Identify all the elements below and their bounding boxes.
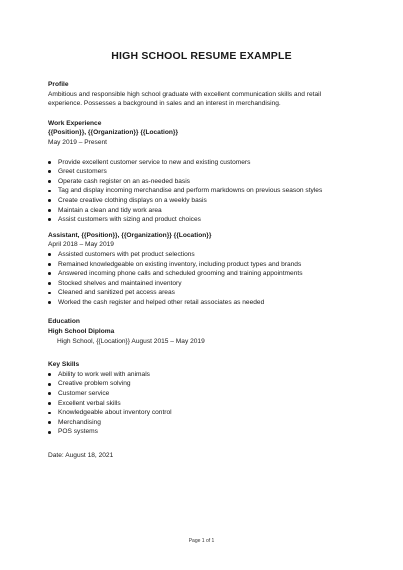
job2-dates: April 2018 – May 2019 [48,241,114,249]
education-heading: Education [48,318,80,326]
list-item: Operate cash register on an as-needed basis [48,177,368,187]
education-detail: High School, {{Location}} August 2015 – May 2019 [57,337,205,345]
profile-heading: Profile [48,81,69,88]
list-item: Assist customers with sizing and product choices [48,215,368,225]
list-item: Cleaned and sanitized pet access areas [48,288,368,298]
list-item: Tag and display incoming merchandise and perform markdowns on previous season styles [48,186,368,196]
job2-title: Assistant, {{Position}}, {{Organization}} {{Location}} [48,231,212,239]
profile-line-2: experience. Possesses a background in sales and an interest in merchandising. [48,100,281,108]
list-item: Ability to work well with animals [48,370,368,380]
list-item: Assisted customers with pet product selections [48,250,368,260]
list-item: Provide excellent customer service to new and existing customers [48,158,368,168]
list-item: Excellent verbal skills [48,399,368,409]
job1-duties [48,158,368,225]
list-item: Worked the cash register and helped other retail associates as needed [48,298,368,308]
key-skills-heading: Key Skills [48,361,80,369]
list-item: Customer service [48,389,368,399]
list-item: Maintain a clean and tidy work area [48,206,368,216]
list-item: Remained knowledgeable on existing inventory, including product types and brands [48,260,368,270]
date-line: Date: August 18, 2021 [48,452,114,459]
job1-dates: May 2019 – Present [48,138,108,146]
list-item: Answered incoming phone calls and scheduled grooming and training appointments [48,269,368,279]
education-degree: High School Diploma [48,328,115,336]
list-item: Creative problem solving [48,379,368,389]
list-item: POS systems [48,427,368,437]
list-item: Create creative clothing displays on a weekly basis [48,196,368,206]
page-number: Page 1 of 1 [188,538,215,544]
page-title: HIGH SCHOOL RESUME EXAMPLE [111,50,292,62]
profile-line-1: Ambitious and responsible high school graduate with excellent communication skills and retail [48,90,322,98]
list-item: Merchandising [48,418,368,428]
list-item: Greet customers [48,167,368,177]
list-item: Knowledgeable about inventory control [48,408,368,418]
job1-title: {{Position}}, {{Organization}} {{Location}} [48,129,179,137]
job2-duties [48,250,368,308]
skills-list [48,370,368,437]
work-experience-heading: Work Experience [48,119,102,127]
resume-body [48,80,368,461]
list-item: Stocked shelves and maintained inventory [48,279,368,289]
